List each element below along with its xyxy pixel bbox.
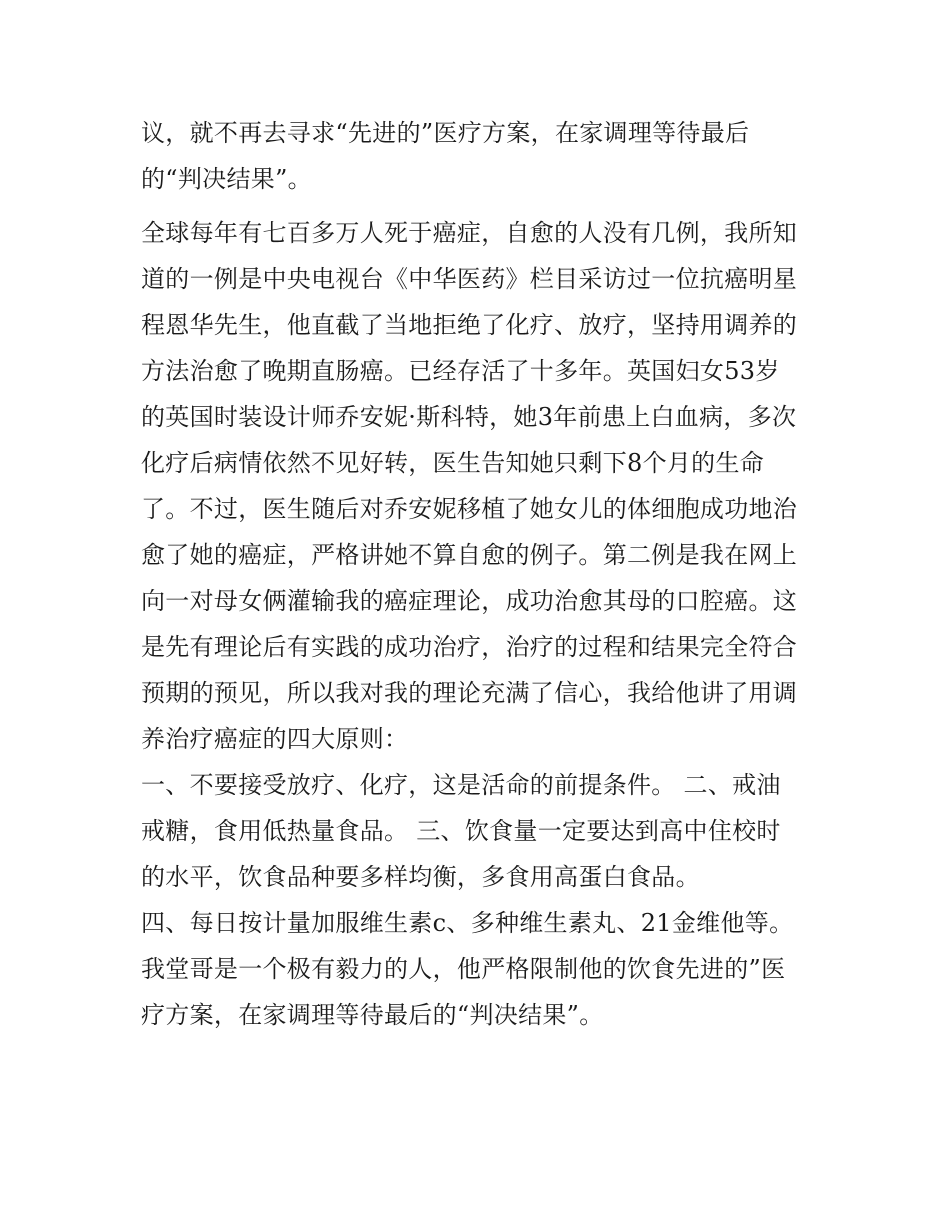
- text-line: 了。不过，医生随后对乔安妮移植了她女儿的体细胞成功地治: [141, 495, 798, 523]
- text-line: 愈了她的癌症，严格讲她不算自愈的例子。第二例是我在网上: [141, 541, 798, 569]
- text-line: 四、每日按计量加服维生素c、多种维生素丸、21金维他等。: [141, 909, 794, 937]
- text-line: 养治疗癌症的四大原则：: [141, 725, 409, 753]
- text-line: 我堂哥是一个极有毅力的人，他严格限制他的饮食先进的”医: [141, 955, 786, 983]
- text-line: 是先有理论后有实践的成功治疗，治疗的过程和结果完全符合: [141, 633, 798, 661]
- text-line: 向一对母女俩灌输我的癌症理论，成功治愈其母的口腔癌。这: [141, 587, 798, 615]
- text-line: 预期的预见，所以我对我的理论充满了信心，我给他讲了用调: [141, 679, 798, 707]
- text-line: 程恩华先生，他直截了当地拒绝了化疗、放疗，坚持用调养的: [141, 311, 798, 339]
- text-line: 全球每年有七百多万人死于癌症，自愈的人没有几例，我所知: [141, 219, 798, 247]
- text-line: 的水平，饮食品种要多样均衡，多食用高蛋白食品。: [141, 863, 700, 891]
- text-line: 的“判决结果”。: [141, 165, 312, 193]
- text-line: 议，就不再去寻求“先进的”医疗方案，在家调理等待最后: [141, 119, 750, 147]
- text-line: 一、不要接受放疗、化疗，这是活命的前提条件。 二、戒油: [141, 771, 781, 799]
- body-text: [141, 110, 821, 1038]
- paragraph-gap: [141, 202, 821, 210]
- text-line: 戒糖，食用低热量食品。 三、饮食量一定要达到高中住校时: [141, 817, 781, 845]
- text-line: 的英国时装设计师乔安妮·斯科特，她3年前患上白血病，多次: [141, 403, 797, 431]
- text-line: 方法治愈了晚期直肠癌。已经存活了十多年。英国妇女53岁: [141, 357, 780, 385]
- text-line: 疗方案，在家调理等待最后的“判决结果”。: [141, 1001, 604, 1029]
- text-line: 道的一例是中央电视台《中华医药》栏目采访过一位抗癌明星: [141, 265, 798, 293]
- text-line: 化疗后病情依然不见好转，医生告知她只剩下8个月的生命: [141, 449, 765, 477]
